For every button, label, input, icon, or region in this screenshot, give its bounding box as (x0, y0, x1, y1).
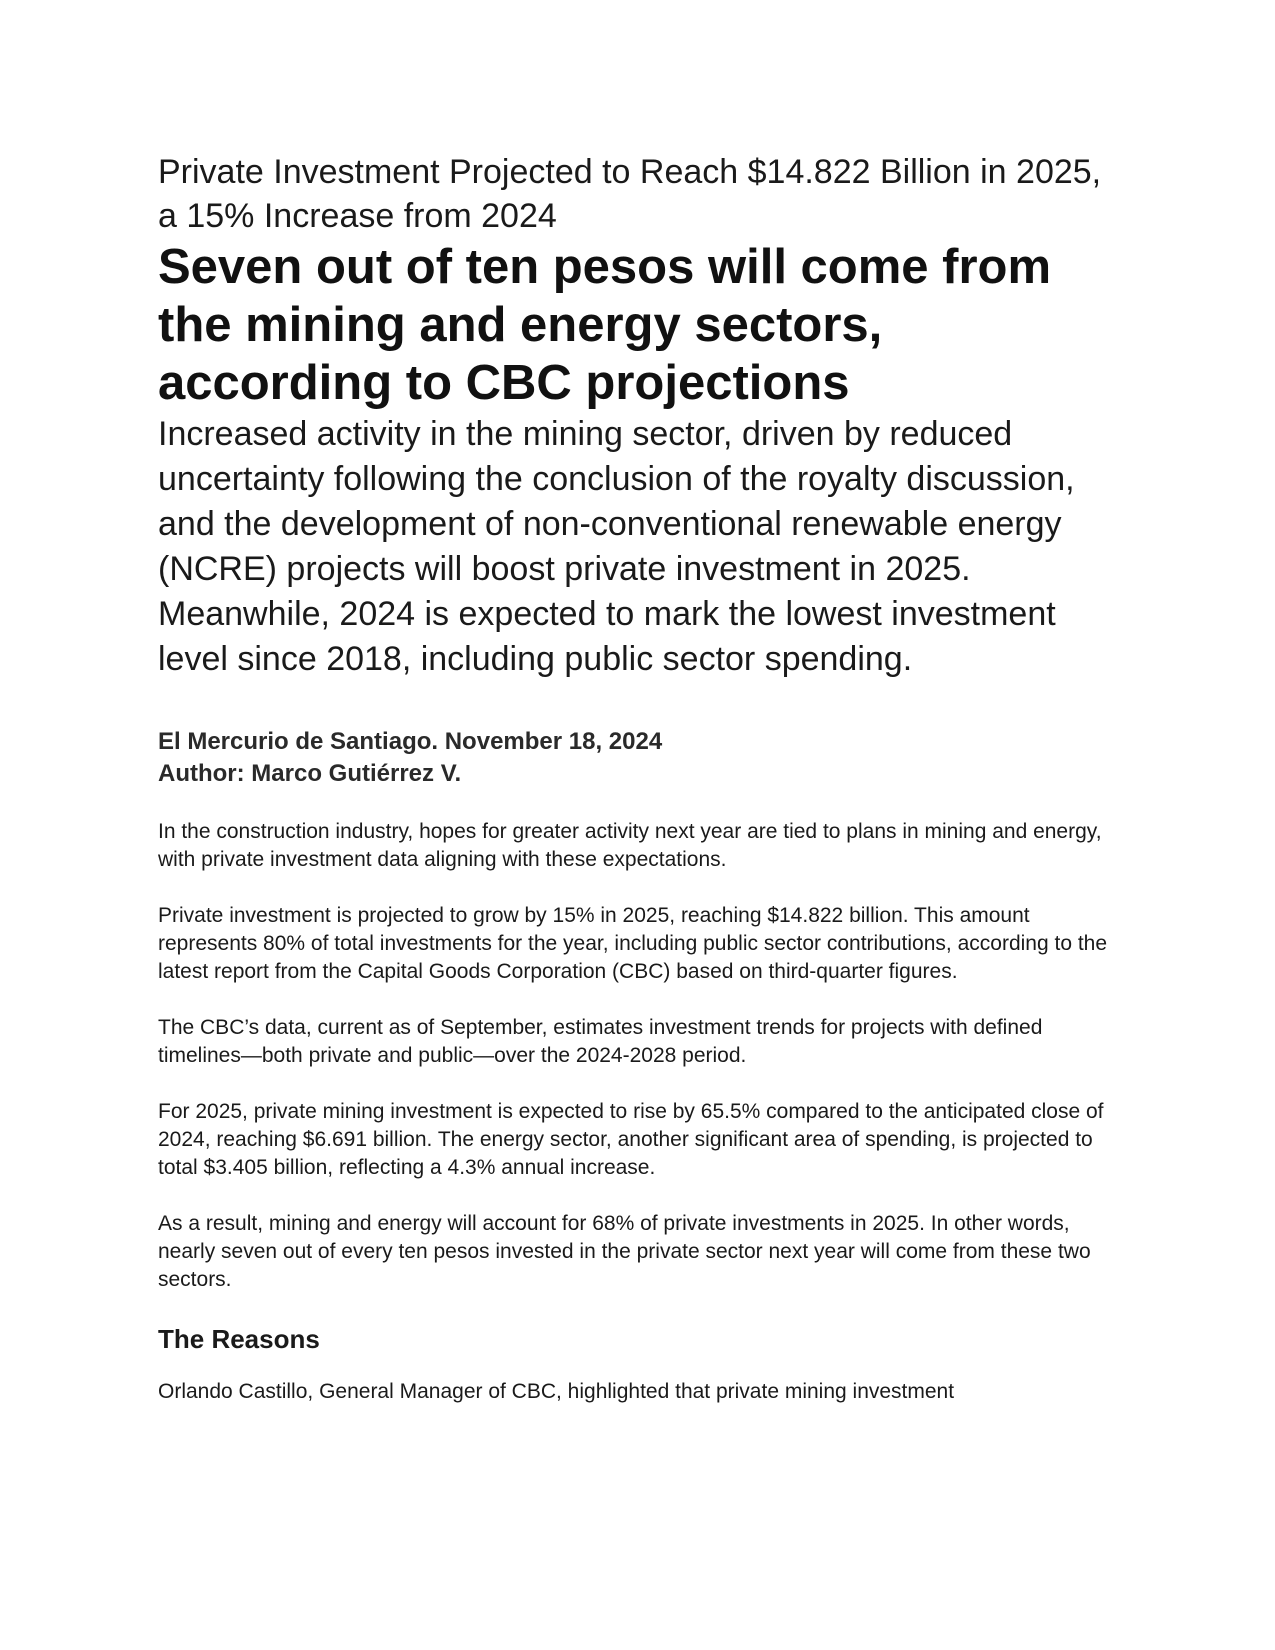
body-paragraph: For 2025, private mining investment is expected to rise by 65.5% compared to the anticipated close of 2024, reaching $6.691 billion. The energy sector, another significant area of spending, is projected to total $3.405 billion, reflecting a 4.3% annual increase. (158, 1100, 1104, 1179)
article-kicker: Private Investment Projected to Reach $14.822 Billion in 2025, a 15% Increase from 2024 (158, 153, 1102, 235)
article-deck: Increased activity in the mining sector, driven by reduced uncertainty following the conclusion of the royalty discussion, and the development of non-conventional renewable energy (NCRE) projects will boost private investment in 2025. Meanwhile, 2024 is expected to mark the lowest investment level since 2018, including public sector spending. (158, 415, 1075, 678)
article-byline (158, 726, 1118, 790)
article-body (158, 818, 1118, 1406)
source-line: El Mercurio de Santiago. November 18, 2024 (158, 728, 663, 755)
body-paragraph: The CBC’s data, current as of September, estimates investment trends for projects with defined timelines—both private and public—over the 2024-2028 period. (158, 1016, 1043, 1067)
article-page (158, 150, 1118, 1434)
body-paragraph: As a result, mining and energy will account for 68% of private investments in 2025. In other words, nearly seven out of every ten pesos invested in the private sector next year will come from these two sectors. (158, 1212, 1091, 1291)
body-paragraph: In the construction industry, hopes for greater activity next year are tied to plans in mining and energy, with private investment data aligning with these expectations. (158, 820, 1102, 871)
section-heading: The Reasons (158, 1324, 320, 1354)
article-headline: Seven out of ten pesos will come from the mining and energy sectors, according to CBC projections (158, 240, 1052, 410)
author-line: Author: Marco Gutiérrez V. (158, 760, 462, 787)
body-paragraph: Private investment is projected to grow by 15% in 2025, reaching $14.822 billion. This amount represents 80% of total investments for the year, including public sector contributions, according to the latest report from the Capital Goods Corporation (CBC) based on third-quarter figures. (158, 904, 1108, 983)
body-paragraph-final: Orlando Castillo, General Manager of CBC, highlighted that private mining investment (158, 1380, 955, 1403)
